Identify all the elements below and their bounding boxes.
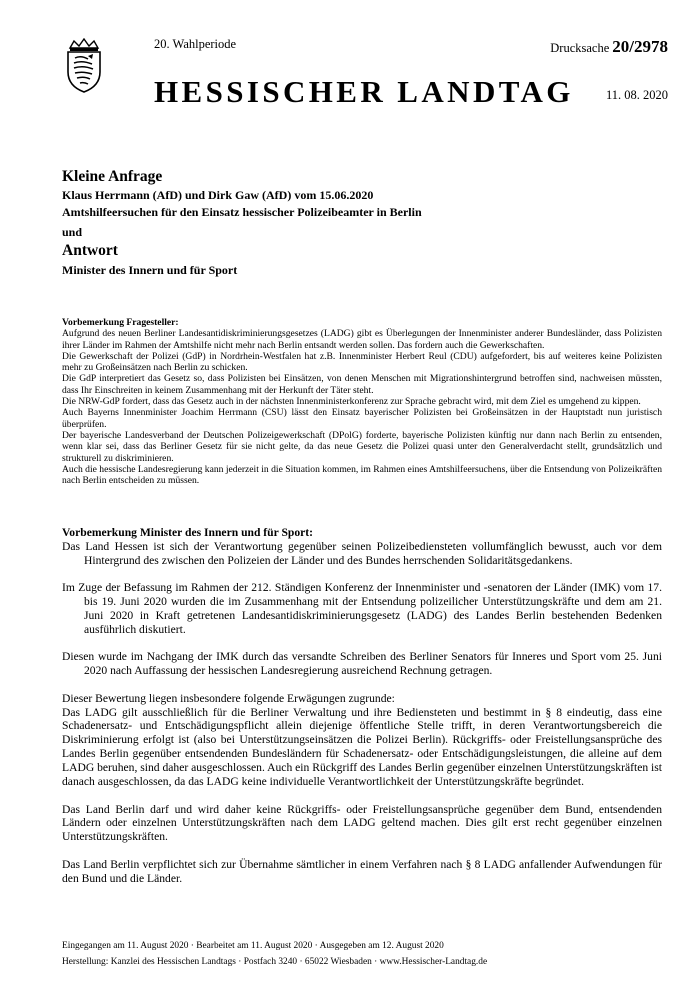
minister-paragraph-intro: Dieser Bewertung liegen insbesondere folgende Erwägungen zugrunde: bbox=[62, 691, 395, 705]
preliminary-questioner-paragraph: Auch die hessische Landesregierung kann jederzeit in die Situation kommen, im Rahmen eines Amtshilfeersuchens, über die Entsendung von Polizeikräften nach Berlin entscheiden zu müssen. bbox=[62, 463, 662, 487]
preliminary-questioner-heading: Vorbemerkung Fragesteller: bbox=[62, 317, 179, 328]
page-title: HESSISCHER LANDTAG bbox=[154, 74, 574, 109]
minister-paragraph: Das Land Hessen ist sich der Verantwortung gegenüber seinen Polizeibediensteten vollumfänglich bewusst, auch vor dem Hintergrund des zwischen den Polizeien der Länder und des Bundes herrschenden Solidaritätsgedankens. bbox=[62, 539, 662, 567]
und-label: und bbox=[62, 225, 83, 239]
footer-publisher: Herstellung: Kanzlei des Hessischen Landtags · Postfach 3240 · 65022 Wiesbaden · www.Hessischer-Landtag.de bbox=[62, 957, 488, 967]
minister-paragraph: Das Land Berlin verpflichtet sich zur Übernahme sämtlicher in einem Verfahren nach § 8 LADG anfallender Aufwendungen für den Bund und die Länder. bbox=[62, 857, 662, 885]
preliminary-questioner-paragraph: Die NRW-GdP fordert, dass das Gesetz auch in der nächsten Innenministerkonferenz zur Sprache gebracht wird, mit dem Ziel es umgehend zu kippen. bbox=[62, 396, 641, 408]
wahlperiode: 20. Wahlperiode bbox=[154, 37, 237, 51]
preliminary-minister bbox=[62, 526, 662, 899]
preliminary-questioner-paragraph: Die Gewerkschaft der Polizei (GdP) in Nordrhein-Westfalen hat z.B. Innenminister Herbert Reul (CDU) aufgefordert, bis auf weiteres keine Polizisten mehr zu Großeinsätzen nach Berlin zu schicken. bbox=[62, 350, 662, 374]
preliminary-questioner-paragraph: Auch Bayerns Innenminister Joachim Herrmann (CSU) lässt den Einsatz bayerischer Polizisten bei Großeinsätzen in der Hauptstadt nun juristisch überprüfen. bbox=[62, 407, 662, 430]
coat-of-arms-icon bbox=[62, 38, 106, 94]
document-date: 11. 08. 2020 bbox=[605, 88, 668, 102]
request-authors: Klaus Herrmann (AfD) und Dirk Gaw (AfD) vom 15.06.2020 bbox=[62, 188, 374, 202]
minister-paragraph: Das Land Berlin darf und wird daher keine Rückgriffs- oder Freistellungsansprüche gegenüber dem Bund, entsendenden Ländern oder einzelnen Unterstützungskräften nach dem LADG geltend machen. Dies gilt erst recht gegenüber einzelnen Unterstützungskräften. bbox=[62, 802, 662, 844]
minister-paragraph: Diesen wurde im Nachgang der IMK durch das versandte Schreiben des Berliner Senators für Inneres und Sport vom 25. Juni 2020 nach Auffassung der hessischen Landesregierung ausreichend Rechnung getragen. bbox=[62, 650, 662, 678]
answer-label: Antwort bbox=[62, 242, 118, 259]
footer-dates: Eingegangen am 11. August 2020 · Bearbeitet am 11. August 2020 · Ausgegeben am 12. August 2020 bbox=[62, 941, 444, 951]
preliminary-minister-heading: Vorbemerkung Minister des Innern und für Sport: bbox=[62, 526, 314, 539]
minister-paragraph: Im Zuge der Befassung im Rahmen der 212. Ständigen Konferenz der Innenminister und -senatoren der Länder (IMK) vom 17. bis 19. Juni 2020 wurden die im Zusammenhang mit der Entsendung polizeilicher Unterstützungskräfte und dem am 21. Juni 2020 in Kraft getretenen Landesantidiskriminierungsgesetz (LADG) des Landes Berlin bestehenden Bedenken ausführlich diskutiert. bbox=[62, 581, 662, 636]
drucksache-number: 20/2978 bbox=[612, 37, 668, 56]
request-subject: Amtshilfeersuchen für den Einsatz hessischer Polizeibeamter in Berlin bbox=[62, 205, 422, 219]
preliminary-questioner bbox=[62, 317, 662, 486]
minister-paragraph: Das LADG gilt ausschließlich für die Berliner Verwaltung und ihre Bediensteten und bestimmt in § 8 eindeutig, dass eine Schadenersatz- und Entschädigungspflicht allein diejenige öffentliche Stelle trifft, in deren Verantwortungsbereich die Diskriminierung erfolgt ist (also bei Unterstützungseinsätzen die Polizei Berlin). Rückgriffs- oder Freistellungsansprüche des Landes Berlin gegenüber entsendenden Bundesländern für Schadenersatz- oder Entschädigungsleistungen, die alleine auf dem LADG beruhen, sind daher ausgeschlossen. Auch ein Rückgriff des Landes Berlin gegenüber einzelnen Unterstützungskräften ist danach ausgeschlossen, da das LADG keine individuelle Verantwortlichkeit der Unterstützungskräfte begründet. bbox=[62, 705, 662, 789]
footer bbox=[62, 938, 662, 970]
request-header bbox=[62, 167, 662, 279]
drucksache-label: Drucksache bbox=[550, 41, 610, 55]
preliminary-questioner-paragraph: Die GdP interpretiert das Gesetz so, dass Polizisten bei Einsätzen, von denen Menschen mit Migrationshintergrund betroffen sind, nachweisen müssten, dass Ihr Einschreiten in keinem Zusammenhang mit der Herkunft der Täter steht. bbox=[62, 373, 662, 396]
minister-label: Minister des Innern und für Sport bbox=[62, 263, 238, 277]
preliminary-questioner-paragraph: Der bayerische Landesverband der Deutschen Polizeigewerkschaft (DPolG) forderte, bayerische Polizisten künftig nur dann nach Berlin zu entsenden, wenn klar sei, dass das Berliner Gesetz für sie nicht gelte, da das neue Gesetz die Polizei quasi unter den Generalverdacht stellt, grundsätzlich und strukturell zu diskriminieren. bbox=[62, 429, 662, 464]
request-type: Kleine Anfrage bbox=[62, 168, 163, 185]
preliminary-questioner-paragraph: Aufgrund des neuen Berliner Landesantidiskriminierungsgesetzes (LADG) gibt es Überlegungen der Innenminister anderer Bundesländer, dass Polizisten ihrer Länder im Rahmen der Amtshilfe nicht mehr nach Berlin entsandt werden sollen. Das fordern auch die Gewerkschaften. bbox=[62, 328, 662, 351]
drucksache bbox=[550, 37, 668, 57]
